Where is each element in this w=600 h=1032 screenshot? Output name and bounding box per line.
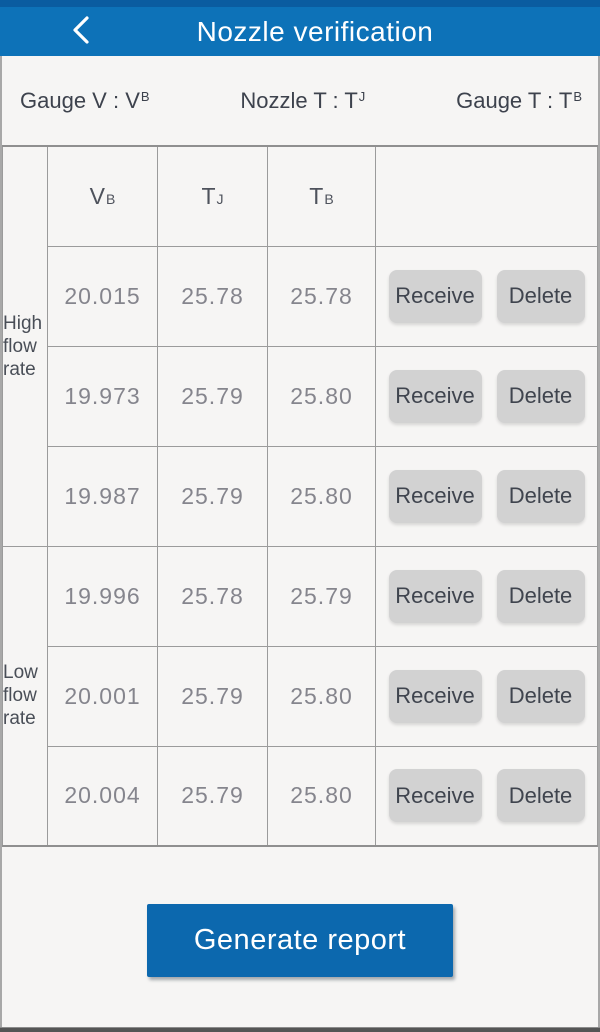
- table-row: [3, 746, 598, 846]
- column-header-tj: TJ: [158, 146, 268, 246]
- legend-gauge-v-symbol: V: [125, 87, 140, 113]
- legend-gauge-t-symbol: T: [558, 87, 573, 113]
- column-header-vb: VB: [48, 146, 158, 246]
- vb-value: 19.987: [48, 446, 158, 546]
- page-title: Nozzle verification: [196, 15, 434, 47]
- app-header: [0, 7, 600, 56]
- receive-button[interactable]: Receive: [389, 570, 482, 623]
- tj-value: 25.79: [158, 746, 268, 846]
- table-row: [3, 546, 598, 646]
- actions-cell: [376, 546, 598, 646]
- legend-gauge-t-sub: B: [573, 88, 582, 104]
- delete-button[interactable]: Delete: [497, 769, 585, 822]
- delete-button[interactable]: Delete: [497, 370, 585, 423]
- legend-gauge-v-label: Gauge V :: [20, 87, 126, 113]
- actions-cell: [376, 346, 598, 446]
- actions-cell: [376, 446, 598, 546]
- receive-button[interactable]: Receive: [389, 370, 482, 423]
- actions-cell: [376, 246, 598, 346]
- tj-value: 25.79: [158, 646, 268, 746]
- legend-gauge-v-sub: B: [140, 88, 150, 104]
- vb-value: 19.996: [48, 546, 158, 646]
- column-header-tb: TB: [268, 146, 376, 246]
- row-group-low-flow: Low flow rate: [3, 546, 48, 846]
- generate-report-button[interactable]: Generate report: [147, 904, 453, 977]
- table-header-row: [3, 146, 598, 246]
- actions-cell: [376, 746, 598, 846]
- receive-button[interactable]: Receive: [389, 470, 482, 523]
- table-row: [3, 446, 598, 546]
- delete-button[interactable]: Delete: [497, 470, 585, 523]
- status-bar: [0, 0, 600, 7]
- legend-gauge-t: [456, 88, 582, 114]
- tb-value: 25.80: [268, 346, 376, 446]
- column-header-actions: [376, 146, 598, 246]
- tj-value: 25.79: [158, 446, 268, 546]
- tb-value: 25.79: [268, 546, 376, 646]
- chevron-left-icon: [69, 15, 93, 48]
- content-area: [0, 56, 600, 1027]
- tb-value: 25.80: [268, 646, 376, 746]
- table-row: [3, 246, 598, 346]
- tb-value: 25.80: [268, 746, 376, 846]
- measurement-table: [2, 145, 598, 847]
- vb-value: 20.015: [48, 246, 158, 346]
- legend-gauge-v: [20, 88, 150, 114]
- delete-button[interactable]: Delete: [497, 670, 585, 723]
- tj-value: 25.79: [158, 346, 268, 446]
- actions-cell: [376, 646, 598, 746]
- receive-button[interactable]: Receive: [389, 670, 482, 723]
- bottom-bar: [0, 1027, 600, 1032]
- table-row: [3, 646, 598, 746]
- vb-value: 19.973: [48, 346, 158, 446]
- receive-button[interactable]: Receive: [389, 769, 482, 822]
- tb-value: 25.80: [268, 446, 376, 546]
- tb-value: 25.78: [268, 246, 376, 346]
- table-row: [3, 346, 598, 446]
- legend-bar: [2, 56, 598, 145]
- tj-value: 25.78: [158, 246, 268, 346]
- row-group-high-flow: High flow rate: [3, 146, 48, 546]
- receive-button[interactable]: Receive: [389, 270, 482, 323]
- legend-nozzle-t-sub: J: [358, 88, 366, 104]
- legend-gauge-t-label: Gauge T :: [456, 87, 559, 113]
- legend-nozzle-t: [240, 88, 365, 114]
- legend-nozzle-t-symbol: T: [344, 87, 358, 113]
- vb-value: 20.004: [48, 746, 158, 846]
- delete-button[interactable]: Delete: [497, 270, 585, 323]
- tj-value: 25.78: [158, 546, 268, 646]
- vb-value: 20.001: [48, 646, 158, 746]
- legend-nozzle-t-label: Nozzle T :: [240, 87, 345, 113]
- back-button[interactable]: [58, 7, 104, 56]
- delete-button[interactable]: Delete: [497, 570, 585, 623]
